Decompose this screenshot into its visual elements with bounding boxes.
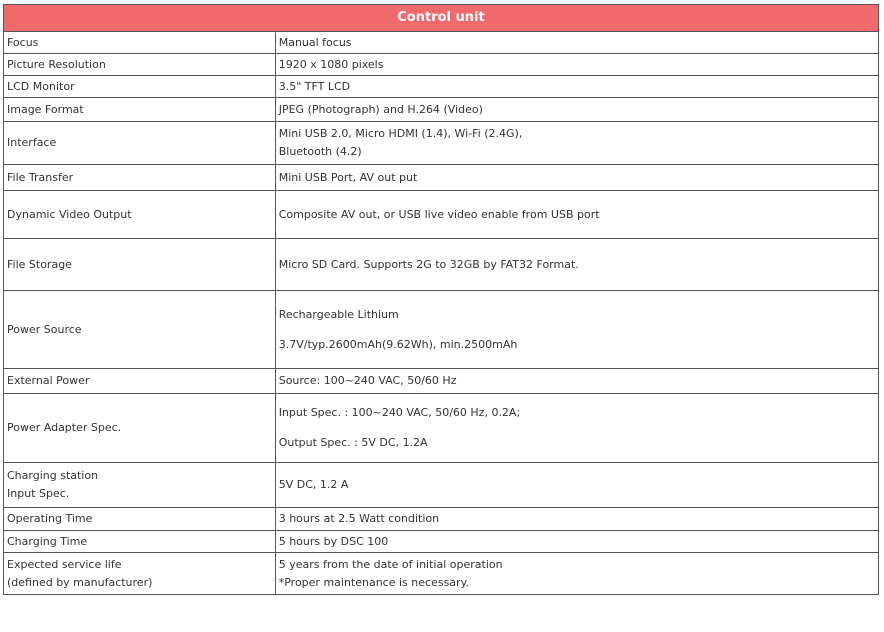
spec-value: JPEG (Photograph) and H.264 (Video) xyxy=(275,98,878,122)
table-row-power-adapter-spec xyxy=(4,394,879,463)
spec-value: 5 hours by DSC 100 xyxy=(275,531,878,553)
spec-label: File Transfer xyxy=(4,165,276,191)
spec-label: Expected service life (defined by manufacturer) xyxy=(4,553,276,595)
spec-table xyxy=(3,4,879,595)
spec-value: Rechargeable Lithium 3.7V/typ.2600mAh(9.62Wh), min.2500mAh xyxy=(275,291,878,369)
spec-value: 5 years from the date of initial operation *Proper maintenance is necessary. xyxy=(275,553,878,595)
spec-value: Mini USB 2.0, Micro HDMI (1.4), Wi-Fi (2.4G), Bluetooth (4.2) xyxy=(275,122,878,165)
spec-label: Charging Time xyxy=(4,531,276,553)
spec-value: 5V DC, 1.2 A xyxy=(275,463,878,508)
spec-label: Focus xyxy=(4,32,276,54)
spec-value: Manual focus xyxy=(275,32,878,54)
spec-value: Input Spec. : 100~240 VAC, 50/60 Hz, 0.2A; Output Spec. : 5V DC, 1.2A xyxy=(275,394,878,463)
spec-label: Power Source xyxy=(4,291,276,369)
spec-label: Operating Time xyxy=(4,508,276,531)
table-row-focus xyxy=(4,32,879,54)
spec-label: File Storage xyxy=(4,239,276,291)
spec-label: Picture Resolution xyxy=(4,54,276,76)
table-row-charging-time xyxy=(4,531,879,553)
spec-label: LCD Monitor xyxy=(4,76,276,98)
table-row-charging-station xyxy=(4,463,879,508)
table-row-power-source xyxy=(4,291,879,369)
table-row-interface xyxy=(4,122,879,165)
spec-label: Image Format xyxy=(4,98,276,122)
spec-value: Composite AV out, or USB live video enable from USB port xyxy=(275,191,878,239)
spec-label: External Power xyxy=(4,369,276,394)
table-row-file-storage xyxy=(4,239,879,291)
spec-label: Dynamic Video Output xyxy=(4,191,276,239)
spec-label: Interface xyxy=(4,122,276,165)
table-row-external-power xyxy=(4,369,879,394)
table-row-expected-service-life xyxy=(4,553,879,595)
spec-value: Micro SD Card. Supports 2G to 32GB by FAT32 Format. xyxy=(275,239,878,291)
spec-label: Charging station Input Spec. xyxy=(4,463,276,508)
table-title: Control unit xyxy=(4,5,879,32)
spec-value: 1920 x 1080 pixels xyxy=(275,54,878,76)
table-row-lcd-monitor xyxy=(4,76,879,98)
table-row-picture-resolution xyxy=(4,54,879,76)
spec-value: 3.5" TFT LCD xyxy=(275,76,878,98)
spec-value: 3 hours at 2.5 Watt condition xyxy=(275,508,878,531)
spec-value: Source: 100~240 VAC, 50/60 Hz xyxy=(275,369,878,394)
table-row-image-format xyxy=(4,98,879,122)
spec-value: Mini USB Port, AV out put xyxy=(275,165,878,191)
table-row-dynamic-video-output xyxy=(4,191,879,239)
table-row-operating-time xyxy=(4,508,879,531)
table-row-file-transfer xyxy=(4,165,879,191)
table-header-row xyxy=(4,5,879,32)
spec-label: Power Adapter Spec. xyxy=(4,394,276,463)
